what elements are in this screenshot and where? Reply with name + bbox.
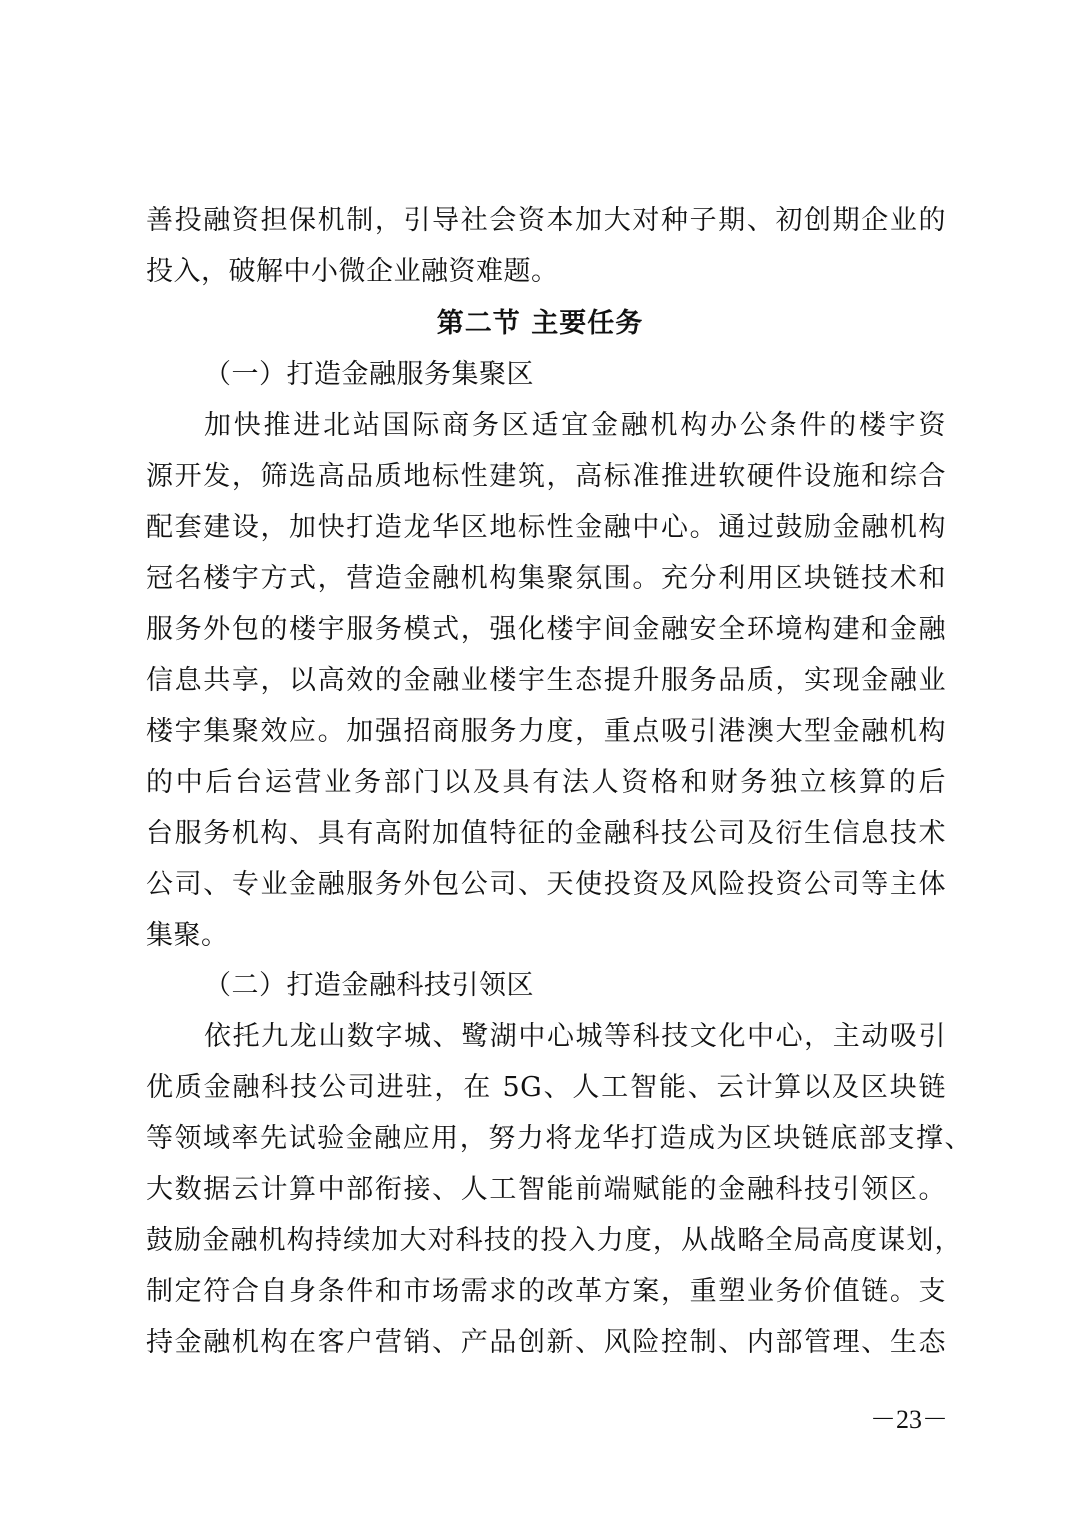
subsection-1-line-4: 冠名楼宇方式，营造金融机构集聚氛围。充分利用区块链技术和 [146, 563, 946, 594]
subsection-2-line-5: 鼓励金融机构持续加大对科技的投入力度，从战略全局高度谋划， [146, 1225, 962, 1256]
section-title: 第二节 主要任务 [436, 308, 644, 339]
subsection-2-heading: （二）打造金融科技引领区 [204, 970, 534, 1001]
page-number: －23－ [869, 1405, 948, 1434]
subsection-1-line-10: 公司、专业金融服务外包公司、天使投资及风险投资公司等主体 [146, 869, 946, 900]
subsection-2-line-3: 等领域率先试验金融应用，努力将龙华打造成为区块链底部支撑、 [146, 1123, 972, 1154]
intro-line-1: 善投融资担保机制，引导社会资本加大对种子期、初创期企业的 [146, 205, 946, 236]
subsection-1-line-1: 加快推进北站国际商务区适宜金融机构办公条件的楼宇资 [204, 410, 946, 441]
subsection-1-line-11: 集聚。 [146, 920, 229, 951]
subsection-1-line-2: 源开发，筛选高品质地标性建筑，高标准推进软硬件设施和综合 [146, 461, 946, 492]
intro-line-2: 投入，破解中小微企业融资难题。 [146, 256, 559, 287]
subsection-2-line-1: 依托九龙山数字城、鹭湖中心城等科技文化中心，主动吸引 [204, 1021, 946, 1052]
subsection-2-line-6: 制定符合自身条件和市场需求的改革方案，重塑业务价值链。支 [146, 1276, 946, 1307]
subsection-1-line-9: 台服务机构、具有高附加值特征的金融科技公司及衍生信息技术 [146, 818, 946, 849]
subsection-2-line-4: 大数据云计算中部衔接、人工智能前端赋能的金融科技引领区。 [146, 1174, 946, 1205]
subsection-1-line-7: 楼宇集聚效应。加强招商服务力度，重点吸引港澳大型金融机构 [146, 716, 946, 747]
subsection-1-line-3: 配套建设，加快打造龙华区地标性金融中心。通过鼓励金融机构 [146, 512, 946, 543]
subsection-1-line-5: 服务外包的楼宇服务模式，强化楼宇间金融安全环境构建和金融 [146, 614, 946, 645]
subsection-2-line-7: 持金融机构在客户营销、产品创新、风险控制、内部管理、生态 [146, 1327, 946, 1358]
subsection-1-line-8: 的中后台运营业务部门以及具有法人资格和财务独立核算的后 [146, 767, 946, 798]
subsection-2-line-2: 优质金融科技公司进驻，在 5G、人工智能、云计算以及区块链 [146, 1072, 946, 1103]
subsection-1-line-6: 信息共享，以高效的金融业楼宇生态提升服务品质，实现金融业 [146, 665, 946, 696]
subsection-1-heading: （一）打造金融服务集聚区 [204, 359, 534, 390]
